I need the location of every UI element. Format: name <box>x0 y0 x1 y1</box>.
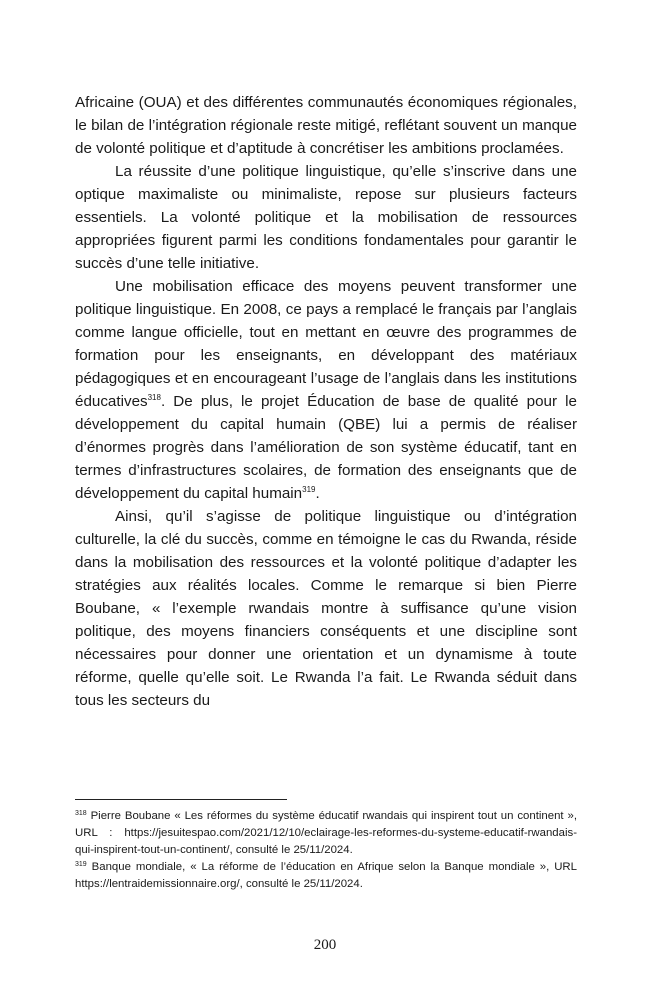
footnote-separator <box>75 799 287 800</box>
footnote-ref-319[interactable]: 319 <box>302 485 316 494</box>
footnote-ref-318[interactable]: 318 <box>147 393 161 402</box>
footnote-text: Banque mondiale, « La réforme de l’éducation en Afrique selon la Banque mondiale », URL https://lentraidemissionnaire.org/, consulté le 25/11/2024. <box>75 861 577 890</box>
main-text <box>75 91 577 712</box>
paragraph-text: . <box>315 485 320 502</box>
footnote-319 <box>75 859 577 893</box>
footnote-number: 318 <box>75 810 87 817</box>
footnote-number: 319 <box>75 861 87 868</box>
paragraph-continuation: Africaine (OUA) et des différentes communautés économiques régionales, le bilan de l’intégration régionale reste mitigé, reflétant souvent un manque de volonté politique et d’aptitude à concrétiser les ambitions proclamées. <box>75 94 577 157</box>
page-number: 200 <box>313 937 337 953</box>
paragraph-rwanda-reform <box>75 275 577 505</box>
paragraph-text: Une mobilisation efficace des moyens peuvent transformer une politique linguistique. En 2008, ce pays a remplacé le français par l’anglais comme langue officielle, tout en mettant en œuvre des programmes de formation pour les enseignants, en développant des matériaux pédagogiques et en encourageant l’usage de l’anglais dans les institutions éducatives <box>75 278 577 410</box>
footnotes <box>75 808 577 893</box>
paragraph-language-policy: La réussite d’une politique linguistique, qu’elle s’inscrive dans une optique maximaliste ou minimaliste, repose sur plusieurs facteurs essentiels. La volonté politique et la mobilisation de ressources appropriées figurent parmi les conditions fondamentales pour garantir le succès d’une telle initiative. <box>75 163 577 272</box>
footnote-318 <box>75 808 577 859</box>
paragraph-conclusion: Ainsi, qu’il s’agisse de politique linguistique ou d’intégration culturelle, la clé du succès, comme en témoigne le cas du Rwanda, réside dans la mobilisation des ressources et la volonté politique d’adapter les stratégies aux réalités locales. Comme le remarque si bien Pierre Boubane, « l’exemple rwandais montre à suffisance qu’une vision politique, des moyens financiers conséquents et une discipline sont nécessaires pour donner une orientation et un dynamisme à toute réforme, quelle qu’elle soit. Le Rwanda l’a fait. Le Rwanda séduit dans tous les secteurs du <box>75 508 577 709</box>
paragraph-text: . De plus, le projet Éducation de base de qualité pour le développement du capital humain (QBE) lui a permis de réaliser d’énormes progrès dans l’amélioration de son système éducatif, tant en termes d’infrastructures scolaires, de formation des enseignants que de développement du capital humain <box>75 393 577 502</box>
footnote-text: Pierre Boubane « Les réformes du système éducatif rwandais qui inspirent tout un continent », URL : https://jesuitespao.com/2021/12/10/eclairage-les-reformes-du-systeme-educatif-rwandais-qui-inspirent-tout-un-continent/, consulté le 25/11/2024. <box>75 810 577 856</box>
